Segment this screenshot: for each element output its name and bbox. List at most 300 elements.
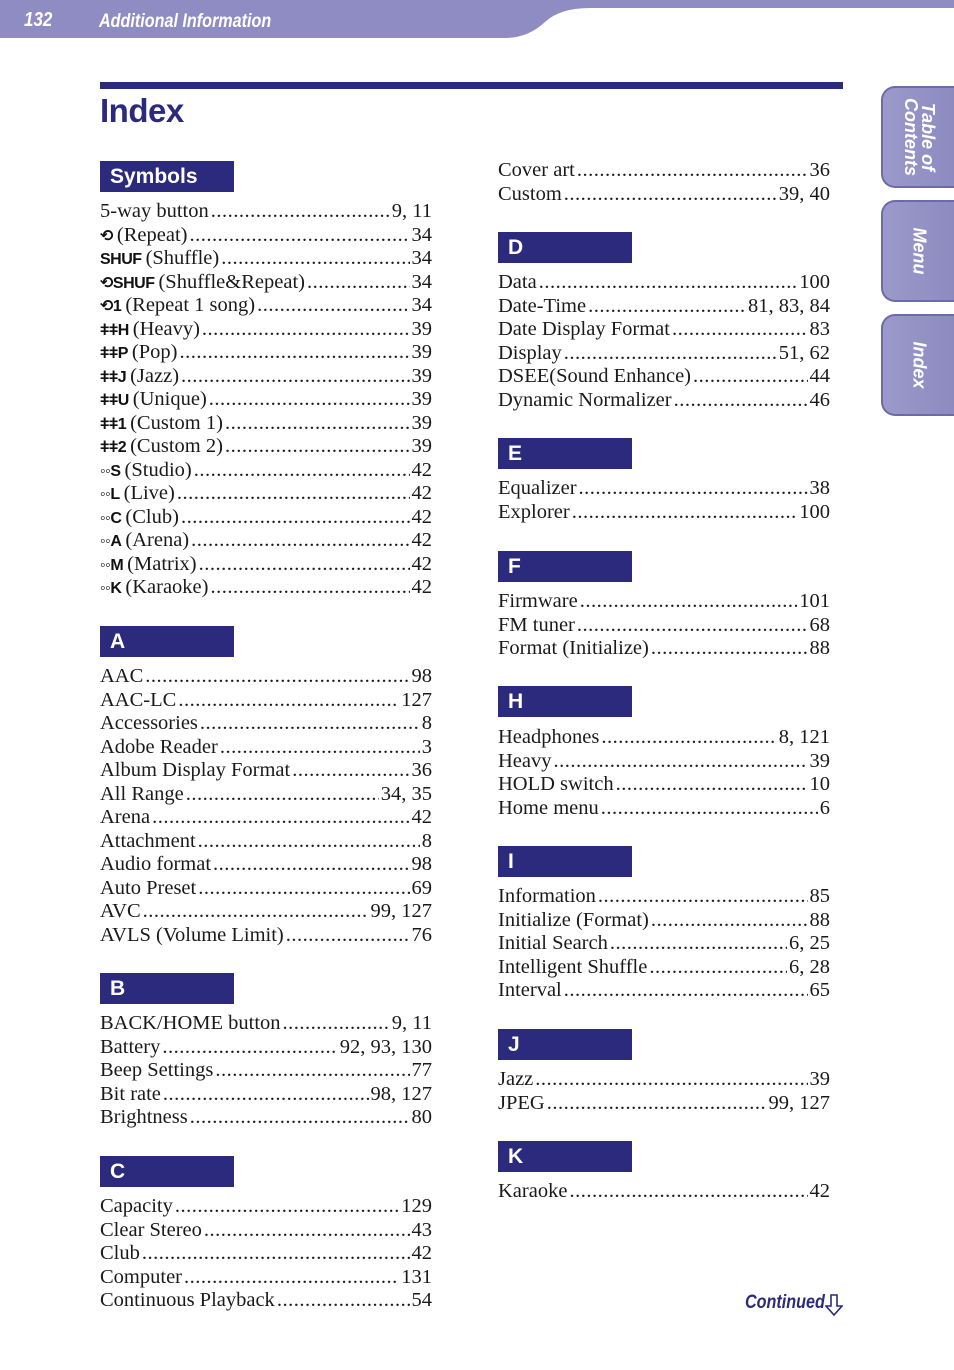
leader-dots <box>554 750 808 774</box>
leader-dots <box>307 271 410 295</box>
index-entry[interactable] <box>100 553 432 577</box>
index-entry[interactable] <box>100 318 432 342</box>
entry-term <box>100 806 150 830</box>
leader-dots <box>152 806 409 830</box>
leader-dots <box>693 365 808 389</box>
section-heading-symbols: Symbols <box>100 161 234 192</box>
entry-text: (Arena) <box>125 529 190 551</box>
index-entry[interactable] <box>100 1036 432 1060</box>
index-entry[interactable] <box>498 342 830 366</box>
tab-menu[interactable] <box>881 200 954 302</box>
entry-term <box>100 1059 213 1083</box>
entry-pages[interactable]: 42 <box>411 806 432 828</box>
entry-pages[interactable]: 42 <box>809 1180 830 1202</box>
index-entry[interactable] <box>100 1289 432 1313</box>
index-entry[interactable] <box>100 853 432 877</box>
index-entry[interactable] <box>100 459 432 483</box>
leader-dots <box>601 797 818 821</box>
entry-pages[interactable]: 6, 28 <box>789 955 830 978</box>
index-entry[interactable] <box>100 412 432 436</box>
entry-text: Computer <box>100 1265 182 1288</box>
entry-text: (Pop) <box>131 341 178 363</box>
entry-term <box>498 614 575 638</box>
entry-pages[interactable]: 9, 11 <box>391 1012 432 1034</box>
entry-text: BACK/HOME button <box>100 1012 281 1034</box>
leader-dots <box>674 389 808 413</box>
entry-term <box>498 726 599 750</box>
index-entry[interactable] <box>100 388 432 412</box>
mode-icon: ◦◦S <box>100 462 121 480</box>
entry-text: Initial Search <box>498 932 608 954</box>
entry-pages[interactable]: 42 <box>411 529 432 551</box>
leader-dots <box>142 1242 410 1266</box>
leader-dots <box>547 1092 767 1116</box>
index-entry[interactable] <box>100 1059 432 1083</box>
leader-dots <box>178 689 399 713</box>
index-entry[interactable] <box>498 885 830 909</box>
entry-term <box>100 1242 140 1266</box>
entry-pages[interactable]: 6, 25 <box>789 932 830 954</box>
entry-text: (Custom 1) <box>130 411 223 434</box>
index-entry[interactable] <box>498 726 830 750</box>
entry-text: (Repeat 1 song) <box>125 294 256 316</box>
entry-pages[interactable]: 65 <box>809 979 830 1001</box>
entry-pages[interactable]: 34 <box>411 294 432 316</box>
entry-text: (Studio) <box>124 458 192 481</box>
entry-term <box>498 590 578 614</box>
entry-pages[interactable]: 100 <box>799 500 830 523</box>
entry-text: Adobe Reader <box>100 735 218 758</box>
entry-text: FM tuner <box>498 613 575 636</box>
entry-pages[interactable]: 39 <box>411 435 432 457</box>
title-rule <box>100 82 843 89</box>
section-heading-i: I <box>498 846 632 877</box>
index-entry[interactable] <box>100 1266 432 1290</box>
entry-pages[interactable]: 36 <box>809 159 830 181</box>
leader-dots <box>672 318 808 342</box>
leader-dots <box>163 1083 369 1107</box>
entry-pages[interactable]: 42 <box>411 458 432 481</box>
entry-text: Karaoke <box>498 1180 568 1202</box>
section-heading-j: J <box>498 1029 632 1060</box>
entry-pages[interactable]: 42 <box>411 482 432 504</box>
entry-pages[interactable]: 39 <box>411 411 432 434</box>
entry-text: JPEG <box>498 1091 545 1114</box>
entry-term <box>498 885 596 909</box>
index-entry[interactable] <box>498 773 830 797</box>
section-heading-e: E <box>498 438 632 469</box>
entry-pages[interactable]: 44 <box>809 365 830 387</box>
leader-dots <box>175 1195 399 1219</box>
entry-text: Battery <box>100 1035 161 1058</box>
entry-text: Initialize (Format) <box>498 908 649 931</box>
entry-pages[interactable]: 34 <box>411 247 432 269</box>
index-entry[interactable] <box>498 318 830 342</box>
entry-pages[interactable]: 88 <box>809 637 830 659</box>
entry-text: AAC-LC <box>100 688 177 711</box>
entry-term <box>100 247 219 272</box>
entry-text: Clear Stereo <box>100 1218 202 1241</box>
index-entry[interactable] <box>498 477 830 501</box>
entry-term <box>100 576 209 601</box>
mode-icon: ǂǂ1 <box>100 415 127 433</box>
entry-term <box>498 477 577 501</box>
entry-text: AVLS (Volume Limit) <box>100 923 284 946</box>
index-entry[interactable] <box>100 341 432 365</box>
leader-dots <box>221 247 409 271</box>
entry-term <box>100 877 196 901</box>
entry-text: 5-way button <box>100 200 209 222</box>
entry-text: All Range <box>100 782 184 805</box>
leader-dots <box>186 783 379 807</box>
index-entry[interactable] <box>498 1068 830 1092</box>
entry-pages[interactable]: 39 <box>411 341 432 363</box>
leader-dots <box>564 342 777 366</box>
leader-dots <box>181 506 410 530</box>
entry-pages[interactable]: 8, 121 <box>778 726 830 748</box>
section-heading-c: C <box>100 1156 234 1187</box>
entry-pages[interactable]: 39 <box>809 1068 830 1090</box>
index-entry[interactable] <box>100 1106 432 1130</box>
page-number: 132 <box>24 9 53 31</box>
index-entry[interactable] <box>100 247 432 271</box>
entry-term <box>498 159 575 183</box>
index-entry[interactable] <box>100 1219 432 1243</box>
index-entry[interactable] <box>100 224 432 248</box>
entry-pages[interactable]: 129 <box>401 1195 432 1217</box>
entry-pages[interactable]: 85 <box>809 885 830 907</box>
entry-pages[interactable]: 8 <box>421 829 432 852</box>
index-entry[interactable] <box>498 637 830 661</box>
entry-pages[interactable]: 43 <box>411 1218 432 1241</box>
entry-pages[interactable]: 88 <box>809 908 830 931</box>
entry-term <box>498 909 649 933</box>
entry-text: AVC <box>100 900 141 922</box>
entry-text: Headphones <box>498 726 600 748</box>
entry-pages[interactable]: 101 <box>799 590 830 612</box>
mode-icon: ◦◦L <box>100 486 120 503</box>
index-entry[interactable] <box>498 979 830 1003</box>
mode-icon: ǂǂ2 <box>100 439 127 456</box>
index-entry[interactable] <box>100 830 432 854</box>
entry-text: Heavy <box>498 749 552 772</box>
entry-pages[interactable]: 98 <box>411 665 432 687</box>
entry-term <box>100 459 192 484</box>
entry-term <box>100 736 218 760</box>
entry-text: Attachment <box>100 829 196 852</box>
entry-pages[interactable]: 98, 127 <box>370 1082 432 1105</box>
entry-text: (Unique) <box>132 388 207 410</box>
index-entry[interactable] <box>498 501 830 525</box>
leader-dots <box>651 637 808 661</box>
entry-pages[interactable]: 80 <box>411 1106 432 1128</box>
mode-icon: ǂǂP <box>100 345 128 362</box>
entry-pages[interactable]: 39 <box>411 364 432 387</box>
entry-term <box>100 318 200 343</box>
section-heading-b: B <box>100 973 234 1004</box>
entry-term <box>498 183 562 207</box>
entry-pages[interactable]: 34, 35 <box>380 782 432 805</box>
entry-term <box>100 1036 160 1060</box>
entry-text: Information <box>498 885 596 907</box>
entry-term <box>100 435 223 460</box>
index-entry[interactable] <box>100 924 432 948</box>
leader-dots <box>199 553 410 577</box>
entry-term <box>498 637 649 661</box>
index-entry[interactable] <box>100 759 432 783</box>
entry-pages[interactable]: 39 <box>411 317 432 340</box>
entry-term <box>100 1289 275 1313</box>
entry-text: (Custom 2) <box>130 435 223 457</box>
leader-dots <box>572 501 798 525</box>
index-entry[interactable] <box>498 956 830 980</box>
entry-term <box>498 797 599 821</box>
entry-text: Display <box>498 341 562 364</box>
leader-dots <box>211 576 410 600</box>
entry-term <box>498 979 562 1003</box>
entry-pages[interactable]: 10 <box>809 773 830 795</box>
section-title: Additional Information <box>99 11 272 32</box>
mode-icon: ǂǂJ <box>100 368 127 386</box>
entry-pages[interactable]: 92, 93, 130 <box>339 1035 432 1058</box>
entry-pages[interactable]: 99, 127 <box>768 1091 830 1114</box>
index-entry[interactable] <box>100 576 432 600</box>
entry-term <box>100 1106 188 1130</box>
index-entry[interactable] <box>498 1092 830 1116</box>
entry-term <box>100 1195 173 1219</box>
leader-dots <box>143 900 369 924</box>
index-entry[interactable] <box>100 736 432 760</box>
entry-text: Accessories <box>100 712 198 734</box>
entry-term <box>100 689 176 713</box>
entry-pages[interactable]: 39 <box>411 388 432 410</box>
tab-label-toc: Table of Contents <box>900 98 938 176</box>
down-arrow-icon[interactable] <box>825 1294 843 1316</box>
entry-term <box>100 712 198 736</box>
entry-pages[interactable]: 8 <box>421 712 432 734</box>
tab-table-of-contents[interactable] <box>881 86 954 188</box>
leader-dots <box>209 388 410 412</box>
entry-pages[interactable]: 38 <box>809 477 830 499</box>
entry-text: (Club) <box>125 505 179 528</box>
leader-dots <box>213 853 409 877</box>
index-entry[interactable] <box>498 797 830 821</box>
entry-pages[interactable]: 36 <box>411 759 432 781</box>
mode-icon: ǂǂH <box>100 321 129 339</box>
entry-pages[interactable]: 68 <box>809 613 830 636</box>
entry-text: (Repeat) <box>116 223 188 246</box>
index-entry[interactable] <box>100 294 432 318</box>
entry-pages[interactable]: 42 <box>411 576 432 598</box>
entry-term <box>100 412 223 437</box>
entry-text: AAC <box>100 665 144 687</box>
leader-dots <box>580 590 798 614</box>
leader-dots <box>564 979 808 1003</box>
page-header <box>0 0 954 40</box>
entry-text: Date-Time <box>498 294 587 317</box>
entry-pages[interactable]: 100 <box>799 271 830 293</box>
leader-dots <box>177 482 410 506</box>
entry-pages[interactable]: 6 <box>819 796 830 819</box>
entry-pages[interactable]: 98 <box>411 853 432 875</box>
index-entry[interactable] <box>100 783 432 807</box>
leader-dots <box>577 159 808 183</box>
entry-text: Beep Settings <box>100 1059 214 1081</box>
entry-term <box>498 342 562 366</box>
index-entry[interactable] <box>498 389 830 413</box>
entry-pages[interactable]: 3 <box>421 735 432 758</box>
entry-pages[interactable]: 34 <box>411 270 432 293</box>
leader-dots <box>564 183 777 207</box>
entry-text: Continuous Playback <box>100 1289 275 1311</box>
entry-pages[interactable]: 131 <box>401 1265 432 1288</box>
leader-dots <box>286 924 410 948</box>
index-entry[interactable] <box>498 271 830 295</box>
entry-term <box>498 932 608 956</box>
entry-text: Cover art <box>498 159 575 181</box>
entry-text: Album Display Format <box>100 759 291 781</box>
index-entry[interactable] <box>100 1083 432 1107</box>
entry-term <box>100 665 143 689</box>
leader-dots <box>198 830 420 854</box>
mode-icon: ◦◦C <box>100 509 122 527</box>
entry-pages[interactable]: 42 <box>411 505 432 528</box>
entry-term <box>100 830 196 854</box>
index-entry[interactable] <box>100 271 432 295</box>
tab-label-index: Index <box>909 341 929 389</box>
entry-text: Jazz <box>498 1068 534 1090</box>
entry-text: Firmware <box>498 590 578 612</box>
entry-text: Club <box>100 1242 140 1264</box>
entry-pages[interactable]: 76 <box>411 923 432 946</box>
entry-text: HOLD switch <box>498 773 614 795</box>
entry-pages[interactable]: 99, 127 <box>370 900 432 922</box>
leader-dots <box>194 459 410 483</box>
index-entry[interactable] <box>498 590 830 614</box>
index-entry[interactable] <box>498 159 830 183</box>
entry-text: Custom <box>498 182 562 205</box>
entry-pages[interactable]: 39, 40 <box>778 182 830 205</box>
leader-dots <box>184 1266 399 1290</box>
index-entry[interactable] <box>100 506 432 530</box>
leader-dots <box>211 200 390 224</box>
entry-term <box>100 365 179 390</box>
entry-term <box>498 295 586 319</box>
leader-dots <box>588 295 746 319</box>
entry-term <box>100 506 179 531</box>
entry-text: (Live) <box>123 482 175 504</box>
index-entry[interactable] <box>498 183 830 207</box>
mode-icon: ◦◦M <box>100 556 124 574</box>
entry-text: (Heavy) <box>132 317 200 340</box>
leader-dots <box>277 1289 410 1313</box>
entry-pages[interactable]: 51, 62 <box>778 341 830 364</box>
entry-pages[interactable]: 34 <box>411 223 432 246</box>
section-heading-a: A <box>100 626 234 657</box>
entry-pages[interactable]: 69 <box>411 876 432 899</box>
entry-term <box>498 1068 533 1092</box>
entry-text: Home menu <box>498 796 599 819</box>
entry-pages[interactable]: 77 <box>411 1059 432 1081</box>
section-heading-h: H <box>498 686 632 717</box>
leader-dots <box>577 614 808 638</box>
entry-pages[interactable]: 81, 83, 84 <box>748 294 830 317</box>
leader-dots <box>204 1219 410 1243</box>
leader-dots <box>569 1180 807 1204</box>
leader-dots <box>179 341 409 365</box>
index-entry[interactable] <box>100 806 432 830</box>
index-entry[interactable] <box>100 482 432 506</box>
index-entry[interactable] <box>498 614 830 638</box>
index-entry[interactable] <box>498 365 830 389</box>
entry-term <box>498 271 537 295</box>
entry-pages[interactable]: 9, 11 <box>391 200 432 222</box>
entry-term <box>498 318 670 342</box>
entry-term <box>100 1219 202 1243</box>
leader-dots <box>145 665 409 689</box>
index-entry[interactable] <box>498 909 830 933</box>
tab-index[interactable] <box>881 314 954 416</box>
entry-term <box>100 482 175 507</box>
entry-pages[interactable]: 39 <box>809 749 830 772</box>
index-entry[interactable] <box>100 1242 432 1266</box>
index-entry[interactable] <box>100 1195 432 1219</box>
entry-pages[interactable]: 42 <box>411 552 432 575</box>
leader-dots <box>257 294 409 318</box>
index-entry[interactable] <box>100 712 432 736</box>
index-entry[interactable] <box>498 1180 830 1204</box>
leader-dots <box>191 529 409 553</box>
index-entry[interactable] <box>100 665 432 689</box>
entry-term <box>100 529 189 554</box>
entry-term <box>498 1180 567 1204</box>
index-entry[interactable] <box>498 295 830 319</box>
leader-dots <box>616 773 808 797</box>
entry-text: DSEE(Sound Enhance) <box>498 365 691 387</box>
entry-text: Equalizer <box>498 477 577 499</box>
index-entry[interactable] <box>100 365 432 389</box>
leader-dots <box>181 365 409 389</box>
mode-icon: ◦◦K <box>100 580 122 597</box>
index-entry[interactable] <box>100 529 432 553</box>
index-entry[interactable] <box>498 932 830 956</box>
entry-term <box>100 224 187 249</box>
index-entry[interactable] <box>498 750 830 774</box>
index-entry[interactable] <box>100 200 432 224</box>
leader-dots <box>215 1059 409 1083</box>
index-entry[interactable] <box>100 900 432 924</box>
entry-pages[interactable]: 54 <box>411 1289 432 1311</box>
entry-text: Audio format <box>100 853 212 875</box>
leader-dots <box>539 271 798 295</box>
index-entry[interactable] <box>100 689 432 713</box>
index-entry[interactable] <box>100 435 432 459</box>
leader-dots <box>610 932 787 956</box>
entry-pages[interactable]: 83 <box>809 318 830 340</box>
index-entry[interactable] <box>100 1012 432 1036</box>
entry-pages[interactable]: 42 <box>411 1242 432 1264</box>
continued-label[interactable]: Continued <box>745 1292 825 1313</box>
entry-pages[interactable]: 127 <box>401 688 432 711</box>
index-entry[interactable] <box>100 877 432 901</box>
entry-term <box>100 759 290 783</box>
entry-term <box>100 1266 182 1290</box>
entry-pages[interactable]: 46 <box>809 388 830 411</box>
entry-term <box>498 501 570 525</box>
section-heading-k: K <box>498 1141 632 1172</box>
leader-dots <box>292 759 409 783</box>
entry-term <box>100 1012 281 1036</box>
